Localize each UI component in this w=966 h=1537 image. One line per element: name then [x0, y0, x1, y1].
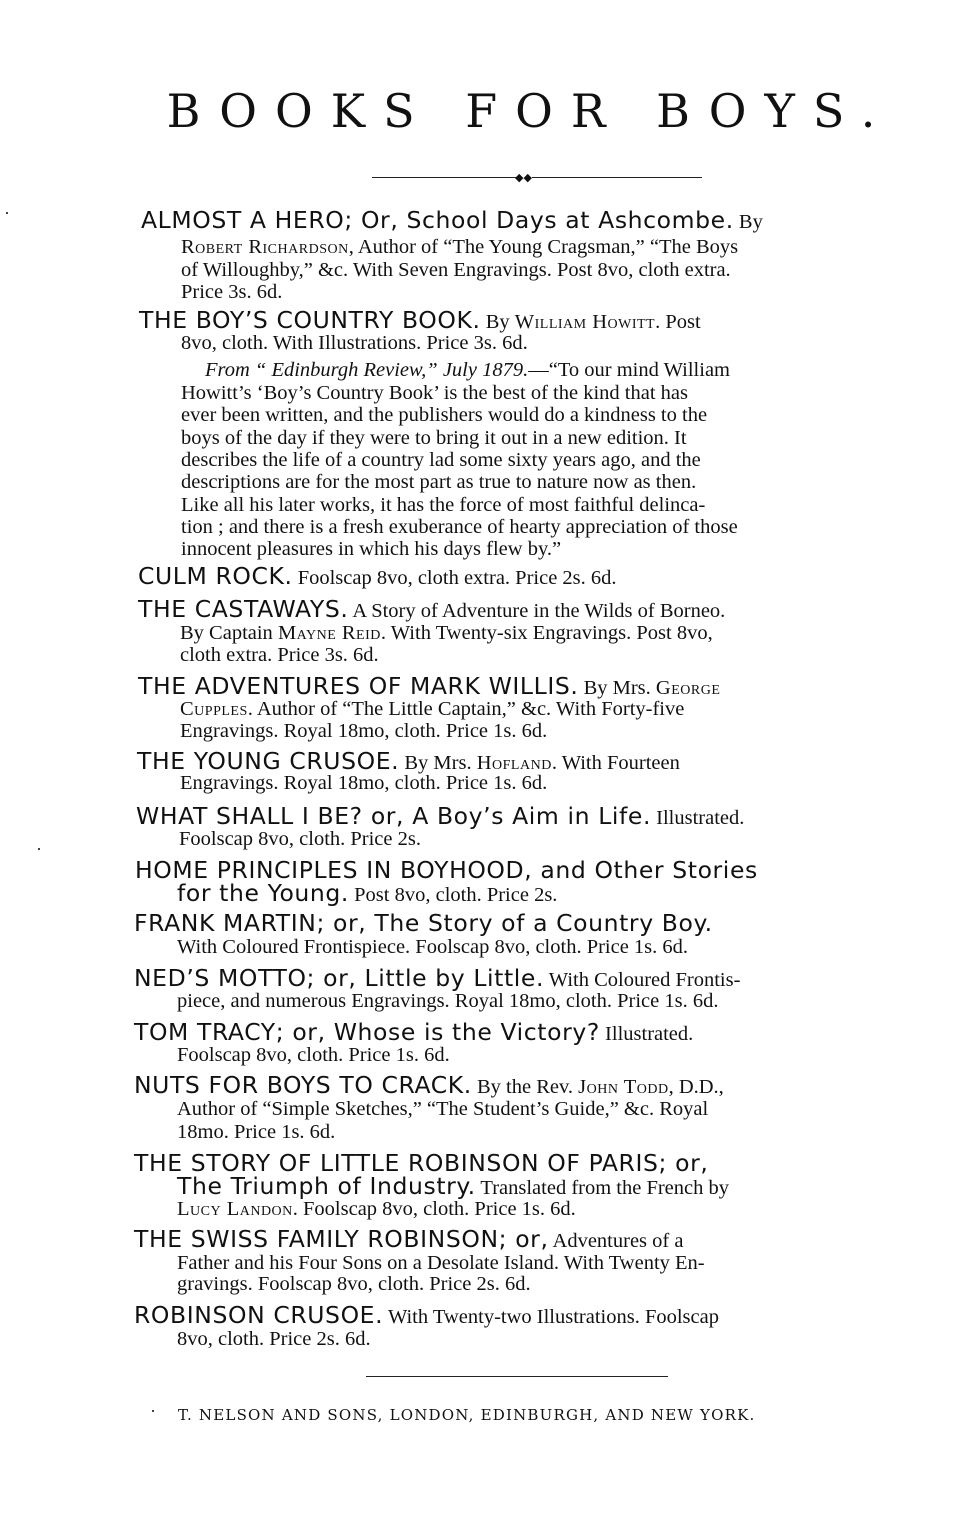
- book-title-line: [139, 308, 701, 332]
- book-title-line: [134, 1020, 693, 1044]
- ornament-rule-right: [532, 177, 702, 178]
- book-title: THE STORY OF LITTLE ROBINSON OF PARIS; or,: [134, 1149, 709, 1177]
- book-details: By: [733, 211, 763, 233]
- book-details: . Author of “The Little Captain,” &c. With Forty-five: [247, 698, 685, 720]
- book-description-line: [177, 1327, 371, 1351]
- book-details: Author of “Simple Sketches,” “The Student’s Guide,” &c. Royal: [177, 1098, 709, 1120]
- book-title: WHAT SHALL I BE? or, A Boy’s Aim in Life.: [136, 802, 652, 830]
- book-description-line: [181, 235, 738, 259]
- book-details: By Mrs.: [578, 677, 656, 699]
- book-details: piece, and numerous Engravings. Royal 18mo, cloth. Price 1s. 6d.: [177, 990, 719, 1012]
- book-details: Adventures of a: [548, 1230, 684, 1252]
- book-description-line: [177, 1174, 729, 1198]
- print-speck: [6, 212, 8, 214]
- book-title: HOME PRINCIPLES IN BOYHOOD, and Other Stories: [135, 856, 758, 884]
- print-speck: [38, 848, 40, 850]
- book-title: ALMOST A HERO; Or, School Days at Ashcombe.: [141, 206, 734, 234]
- book-title: The Triumph of Industry.: [177, 1172, 476, 1200]
- book-title-line: [134, 911, 713, 935]
- book-details: ever been written, and the publishers would do a kindness to the: [181, 404, 708, 426]
- book-details: Howitt’s ‘Boy’s Country Book’ is the best of the kind that has: [181, 382, 688, 404]
- book-details: describes the life of a country lad some sixty years ago, and the: [181, 449, 701, 471]
- book-details: 18mo. Price 1s. 6d.: [177, 1121, 336, 1143]
- book-title: TOM TRACY; or, Whose is the Victory?: [134, 1018, 600, 1046]
- book-details: Price 3s. 6d.: [181, 281, 283, 303]
- book-description-line: [180, 643, 379, 667]
- book-details: By: [480, 311, 515, 333]
- book-details: . With Fourteen: [551, 752, 680, 774]
- book-details: Foolscap 8vo, cloth. Price 1s. 6d.: [177, 1044, 450, 1066]
- book-details: —“To our mind William: [528, 359, 730, 381]
- book-details: . With Twenty-six Engravings. Post 8vo,: [380, 622, 713, 644]
- book-description-line: [181, 280, 282, 304]
- book-details: A Story of Adventure in the Wilds of Borneo.: [348, 600, 726, 622]
- book-description-line: [179, 827, 421, 851]
- book-details: Engravings. Royal 18mo, cloth. Price 1s. 6d.: [180, 720, 548, 742]
- book-title: THE ADVENTURES OF MARK WILLIS.: [138, 672, 579, 700]
- ornament-rule-left: [372, 177, 517, 178]
- book-title: THE SWISS FAMILY ROBINSON; or,: [134, 1225, 549, 1253]
- review-citation: From “ Edinburgh Review,” July 1879.: [205, 359, 529, 381]
- book-details: 8vo, cloth. With Illustrations. Price 3s. 6d.: [181, 332, 528, 354]
- book-details: By the Rev.: [471, 1076, 579, 1098]
- book-details: cloth extra. Price 3s. 6d.: [180, 644, 379, 666]
- book-details: Illustrated.: [651, 807, 745, 829]
- book-description-line: [180, 771, 547, 795]
- print-speck: [152, 1410, 154, 1412]
- book-description-line: [181, 381, 688, 405]
- book-details: . Post: [655, 311, 701, 333]
- book-details: Father and his Four Sons on a Desolate Island. With Twenty En-: [177, 1252, 705, 1274]
- book-description-line: [181, 426, 687, 450]
- book-details: Illustrated.: [599, 1023, 694, 1045]
- author-name: Cupples: [180, 698, 248, 720]
- book-title: NUTS FOR BOYS TO CRACK.: [134, 1071, 472, 1099]
- book-details: descriptions are for the most part as true to nature now as then.: [181, 471, 697, 493]
- book-description-line: [177, 1097, 708, 1121]
- book-details: Foolscap 8vo, cloth. Price 2s.: [179, 828, 421, 850]
- book-description-line: [177, 935, 688, 959]
- book-description-line: [177, 1197, 576, 1221]
- book-description-line: [181, 515, 738, 539]
- book-title-line: [136, 804, 744, 828]
- book-title: THE CASTAWAYS.: [138, 595, 349, 623]
- book-details: By Mrs.: [399, 752, 477, 774]
- book-title-line: [138, 597, 725, 621]
- book-description-line: [177, 881, 557, 905]
- book-details: 8vo, cloth. Price 2s. 6d.: [177, 1328, 371, 1350]
- book-description-line: [181, 470, 696, 494]
- author-name: John Todd: [578, 1076, 669, 1098]
- book-title: THE BOY’S COUNTRY BOOK.: [139, 306, 481, 334]
- title-ornament: [372, 172, 702, 184]
- book-details: With Coloured Frontis-: [544, 969, 741, 991]
- book-title: ROBINSON CRUSOE.: [134, 1301, 384, 1329]
- book-details: innocent pleasures in which his days flew by.”: [181, 538, 562, 560]
- book-details: With Twenty-two Illustrations. Foolscap: [383, 1306, 719, 1328]
- book-description-line: [181, 448, 701, 472]
- book-details: Engravings. Royal 18mo, cloth. Price 1s. 6d.: [180, 772, 548, 794]
- book-description-line: [177, 989, 718, 1013]
- book-description-line: [177, 1120, 335, 1144]
- book-title: CULM ROCK.: [138, 562, 293, 590]
- book-title: THE YOUNG CRUSOE.: [137, 747, 400, 775]
- book-details: With Coloured Frontispiece. Foolscap 8vo, cloth. Price 1s. 6d.: [177, 936, 689, 958]
- book-title-line: [141, 208, 763, 232]
- book-details: tion ; and there is a fresh exuberance of hearty appreciation of those: [181, 516, 738, 538]
- book-title: for the Young.: [177, 879, 350, 907]
- page-title: BOOKS FOR BOYS.: [166, 84, 894, 138]
- book-description-line: [177, 1043, 450, 1067]
- diamond-ornament-icon: ◆◆: [515, 171, 532, 184]
- book-title-line: [138, 674, 720, 698]
- book-title-line: [138, 564, 617, 588]
- footer-rule: [366, 1376, 668, 1377]
- book-title-line: [134, 1227, 683, 1251]
- book-description-line: [180, 621, 713, 645]
- book-description-line: [181, 403, 707, 427]
- book-details: gravings. Foolscap 8vo, cloth. Price 2s. 6d.: [177, 1273, 531, 1295]
- author-name: William Howitt: [514, 311, 656, 333]
- book-title: NED’S MOTTO; or, Little by Little.: [134, 964, 545, 992]
- book-title-line: [134, 1073, 724, 1097]
- author-name: Lucy Landon: [177, 1198, 293, 1220]
- author-name: Mayne Reid: [277, 622, 381, 644]
- book-description-line: [205, 358, 730, 382]
- book-description-line: [181, 331, 528, 355]
- book-description-line: [181, 258, 731, 282]
- author-name: Hofland: [476, 752, 552, 774]
- book-details: Post 8vo, cloth. Price 2s.: [349, 884, 558, 906]
- book-title-line: [134, 966, 740, 990]
- author-name: Robert Richardson: [181, 236, 349, 258]
- book-details: . Foolscap 8vo, cloth. Price 1s. 6d.: [292, 1198, 576, 1220]
- book-description-line: [177, 1272, 531, 1296]
- book-details: Foolscap 8vo, cloth extra. Price 2s. 6d.: [292, 567, 617, 589]
- book-details: Translated from the French by: [475, 1177, 730, 1199]
- author-name: George: [655, 677, 721, 699]
- book-description-line: [181, 537, 561, 561]
- book-title-line: [134, 1303, 719, 1327]
- book-details: boys of the day if they were to bring it out in a new edition. It: [181, 427, 687, 449]
- book-details: , Author of “The Young Cragsman,” “The Boys: [348, 236, 739, 258]
- book-details: of Willoughby,” &c. With Seven Engravings. Post 8vo, cloth extra.: [181, 259, 731, 281]
- book-details: Like all his later works, it has the force of most faithful delinca-: [181, 494, 706, 516]
- book-description-line: [181, 493, 705, 517]
- book-details: , D.D.,: [668, 1076, 724, 1098]
- book-description-line: [180, 697, 684, 721]
- publisher-imprint: T. NELSON AND SONS, LONDON, EDINBURGH, AND NEW YORK.: [178, 1406, 756, 1424]
- book-details: By Captain: [180, 622, 278, 644]
- book-description-line: [180, 719, 547, 743]
- book-title-line: [137, 749, 680, 773]
- book-title: FRANK MARTIN; or, The Story of a Country Boy.: [134, 909, 713, 937]
